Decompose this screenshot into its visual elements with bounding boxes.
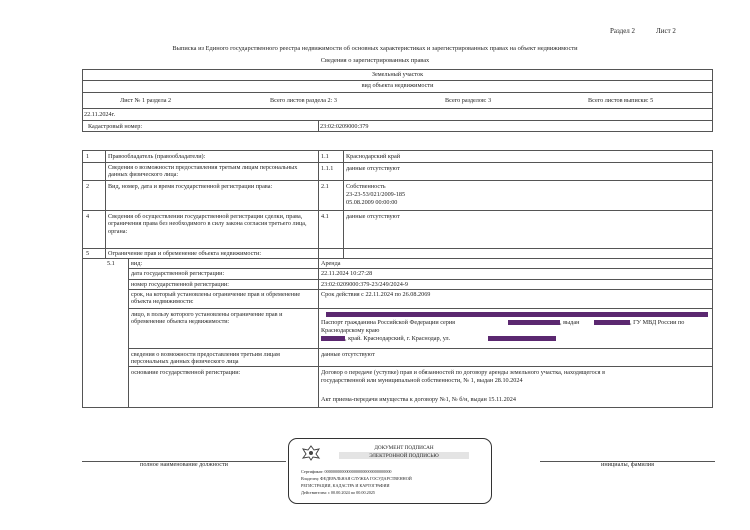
row-4-value: данные отсутствуют [346, 213, 400, 220]
row-1a-label: Сведения о возможности предоставления третьим лицам персональных данных физического лица: [108, 164, 298, 179]
encumbrance-term: Срок действия с 22.11.2024 по 26.08.2069 [321, 291, 431, 298]
extract-date: 22.11.2024г. [84, 111, 115, 118]
total-sheets-extract: Всего листов выписки: 5 [588, 97, 654, 104]
encumbrance-number: 23:02:0209000:379-23/249/2024-9 [321, 281, 408, 288]
consent-value: данные отсутствуют [321, 351, 375, 358]
stamp-title: ДОКУМЕНТ ПОДПИСАН [374, 445, 434, 451]
total-sections: Всего разделов: 3 [445, 97, 492, 104]
consent-label: сведения о возможности предоставления третьим лицам персональных данных физического лица [131, 351, 280, 366]
right-kind: Собственность [346, 183, 386, 190]
stamp-owner: Владелец: ФЕДЕРАЛЬНАЯ СЛУЖБА ГОСУДАРСТВЕННОЙ [301, 476, 412, 481]
row-4-label: Сведения об осуществлении государственной регистрации сделки, права, ограничения права без необходимого в силу закона согласия третьего лица, органа: [108, 213, 307, 235]
passport-region: Краснодарскому краю [321, 327, 380, 334]
document-title: Выписка из Единого государственного реестра недвижимости об основных характеристиках и зарегистрированных правах на объект недвижимости [172, 45, 578, 52]
right-reg-number: 23-23-53/021/2009-185 [346, 191, 406, 198]
passport-prefix: Паспорт гражданина Российской Федерации серия [321, 319, 456, 326]
row-2-no: 2 [86, 183, 90, 190]
row-1-label: Правообладатель (правообладатели): [108, 153, 206, 160]
document-subtitle: Сведения о зарегистрированных правах [320, 57, 430, 64]
emblem-icon [301, 445, 321, 461]
row-1a-value: данные отсутствуют [346, 165, 400, 172]
electronic-signature-stamp [288, 438, 492, 504]
redacted-birthplace [321, 336, 345, 341]
row-5-no: 5 [86, 250, 90, 257]
stamp-owner-cont: РЕГИСТРАЦИИ, КАДАСТРА И КАРТОГРАФИИ [301, 483, 390, 488]
row-5-label: Ограничение прав и обременение объекта недвижимости: [108, 250, 262, 257]
object-type-caption: вид объекта недвижимости [361, 82, 434, 89]
row-1-sub: 1.1 [321, 153, 329, 160]
encumbrance-date: 22.11.2024 10:27:28 [321, 270, 373, 277]
initials-caption: инициалы, фамилия [601, 461, 654, 468]
basis-label: основание государственной регистрации: [131, 369, 241, 376]
row-5-sub: 5.1 [107, 260, 115, 267]
row-1-value: Краснодарский край [346, 153, 401, 160]
stamp-subtitle: ЭЛЕКТРОННОЙ ПОДПИСЬЮ [369, 453, 439, 459]
beneficiary-address: , край. Краснодарский, г. Краснодар, ул. [345, 335, 451, 342]
passport-authority: , ГУ МВД России по [630, 319, 685, 326]
encumbrance-number-label: номер государственной регистрации: [131, 281, 229, 288]
row-2-sub: 2.1 [321, 183, 329, 190]
redacted-name [326, 312, 708, 317]
cadastral-number: 23:02:0209000:379 [320, 123, 369, 130]
beneficiary-label: лицо, в пользу которого установлены ограничение прав и обременение объекта недвижимости: [131, 311, 283, 326]
sheet-no: Лист № 1 раздела 2 [120, 97, 172, 104]
row-1-no: 1 [86, 153, 90, 160]
position-caption: полное наименование должности [140, 461, 228, 468]
total-sheets-section: Всего листов раздела 2: 3 [270, 97, 337, 104]
redacted-issue-date [594, 320, 630, 325]
encumbrance-kind: Аренда [321, 260, 341, 267]
encumbrance-kind-label: вид: [131, 260, 143, 267]
redacted-passport [508, 320, 560, 325]
row-4-no: 4 [86, 213, 90, 220]
basis-line-3: Акт приема-передачи имущества к договору №1, № б/н, выдан 15.11.2024 [321, 396, 516, 403]
row-4-sub: 4.1 [321, 213, 329, 220]
row-2-label: Вид, номер, дата и время государственной регистрации права: [108, 183, 273, 190]
sheet-label: Лист 2 [656, 27, 676, 35]
basis-line-1: Договор о передаче (уступке) прав и обязанностей по договору аренды земельного участка, находящегося в [321, 369, 605, 376]
stamp-validity: Действителен: с 00.00.2024 по 00.00.2025 [301, 490, 376, 495]
basis-line-2: государственной или муниципальной собственности, № 1, выдан 28.10.2024 [321, 377, 523, 384]
stamp-certificate: Сертификат: 00000000000000000000000000000000 [301, 469, 392, 474]
object-type: Земельный участок [371, 71, 424, 78]
redacted-street [488, 336, 556, 341]
encumbrance-date-label: дата государственной регистрации: [131, 270, 225, 277]
encumbrance-term-label: срок, на который установлены ограничение прав и обременение объекта недвижимости: [131, 291, 301, 306]
section-label: Раздел 2 [610, 27, 636, 35]
cadastral-label: Кадастровый номер: [88, 123, 143, 130]
passport-issued: , выдан [560, 319, 580, 326]
row-1a-sub: 1.1.1 [321, 165, 334, 172]
right-reg-date: 05.08.2009 00:00:00 [346, 199, 398, 206]
